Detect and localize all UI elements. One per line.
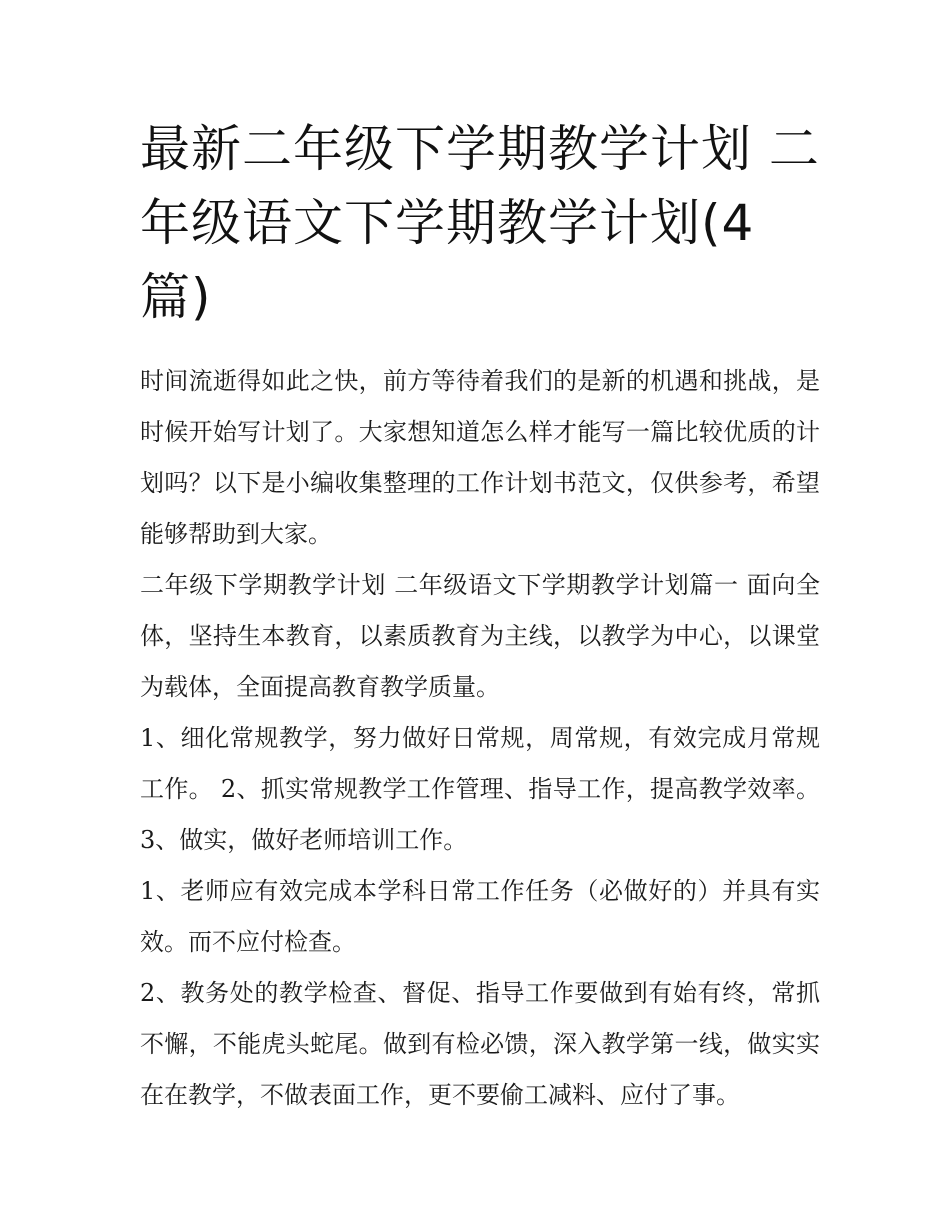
paragraph-routine-tasks: 1、细化常规教学，努力做好日常规，周常规，有效完成月常规工作。 2、抓实常规教学工作管理、指导工作，提高教学效率。 3、做实，做好老师培训工作。 — [140, 724, 820, 854]
paragraph-intro: 时间流逝得如此之快，前方等待着我们的是新的机遇和挑战，是时候开始写计划了。大家想知道怎么样才能写一篇比较优质的计划吗？以下是小编收集整理的工作计划书范文，仅供参考，希望能够帮助到大家。 — [140, 367, 820, 548]
paragraph-teacher-duties: 1、老师应有效完成本学科日常工作任务（必做好的）并具有实效。而不应付检查。 — [140, 877, 820, 956]
document-page — [140, 112, 820, 1121]
document-body — [140, 356, 820, 1121]
paragraph-inspection: 2、教务处的教学检查、督促、指导工作要做到有始有终，常抓不懈，不能虎头蛇尾。做到有检必馈，深入教学第一线，做实实在在教学，不做表面工作，更不要偷工减料、应付了事。 — [140, 979, 820, 1109]
paragraph-overview: 二年级下学期教学计划 二年级语文下学期教学计划篇一 面向全体，坚持生本教育，以素质教育为主线，以教学为中心，以课堂为载体，全面提高教育教学质量。 — [140, 571, 820, 701]
document-title: 最新二年级下学期教学计划 二年级语文下学期教学计划(4篇) — [140, 120, 820, 326]
